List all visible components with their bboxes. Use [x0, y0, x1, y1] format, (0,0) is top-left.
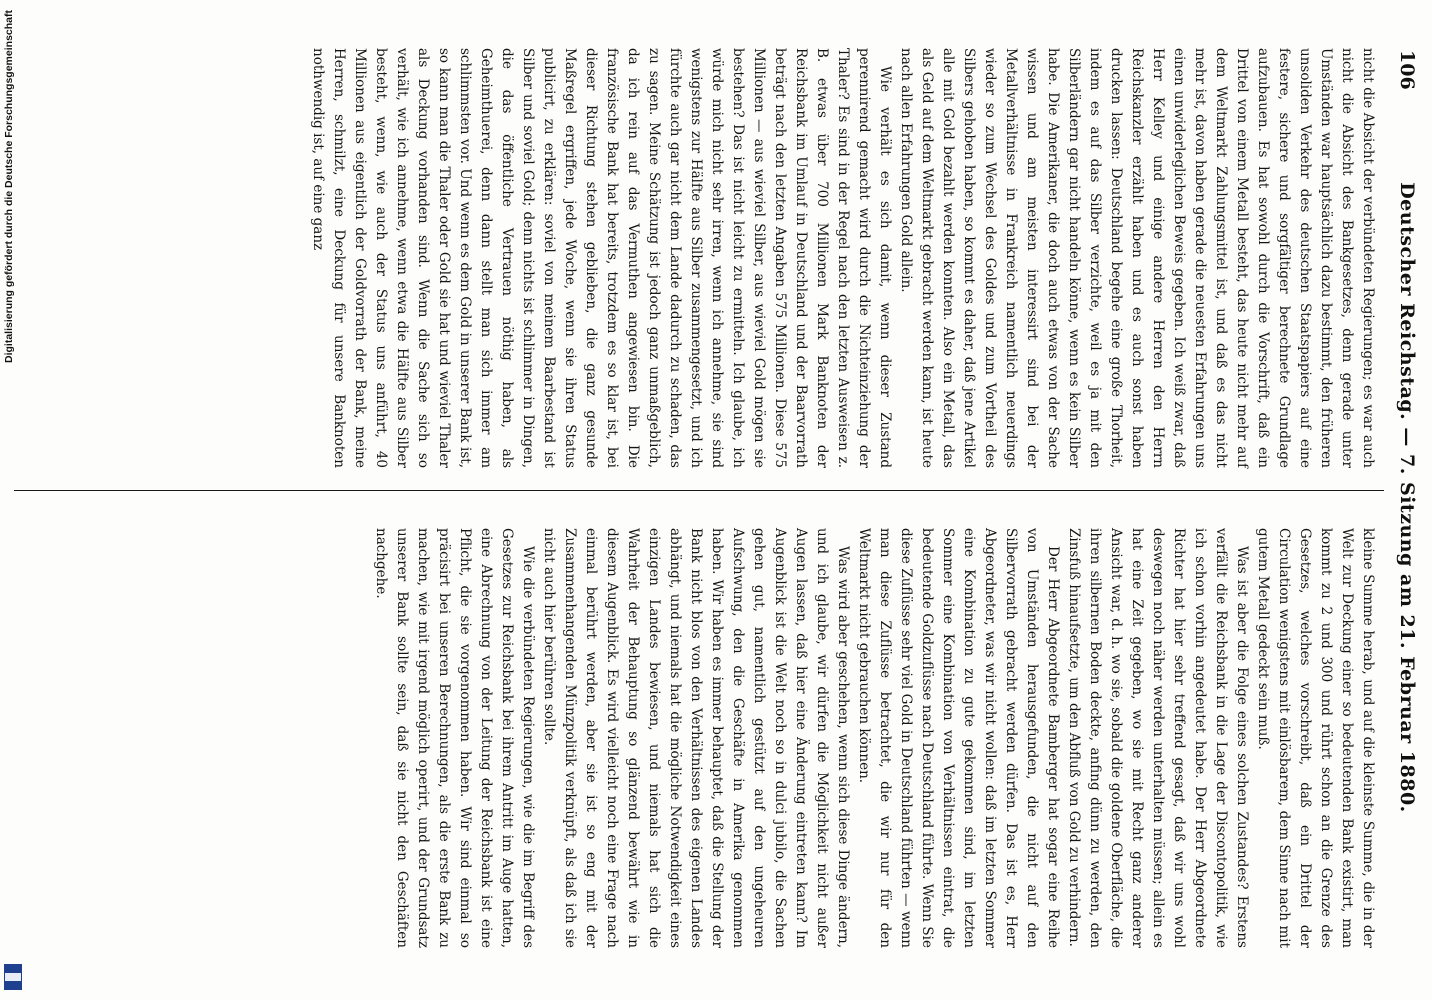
paragraph: kleine Summe herab, und auf die kleinste Summe, die in der Welt zur Deckung einer so bedeutenden Bank existirt, man kommt zu 2 und 300 und rührt schon an die Grenze des Gesetzes, welches vorschreibt, daß ein Drittel der Circulation wenigstens mit einlösbarem, dem Sinne nach mit gutem Metall gedeckt sein muß.: [1255, 528, 1376, 948]
left-text-column: [307, 48, 1378, 468]
page-number: 106: [1396, 50, 1418, 90]
paragraph: nicht die Absicht der verbündeten Regierungen; es war auch nicht die Absicht des Bankgesetzes, denn gerade unter Umständen war hauptsächlich dazu bestimmt, den früheren unsoliden Verkehr des deutschen Staatspapiers auf eine festere, sichere und sorgfältiger berechnete Grundlage aufzubauen. Es hat sowohl durch die Vorschrift, daß ein Drittel von einem Metall besteht, das heute nicht mehr auf dem Weltmarkt Zahlungsmittel ist, und daß es das nicht mehr ist, davon haben gerade die neuesten Erfahrungen uns einen unwiderleglichen Beweis gegeben. Ich weiß zwar, daß Herr Kelley und einige andere Herren den Herrn Reichskanzler erzählt haben und es auch sonst haben drucken lassen: Deutschland begehe eine große Thorheit, indem es auf das Silber verzichte, weil es ja mit den Silberländern gar nicht handeln könne, wenn es kein Silber habe. Die Amerikaner, die doch auch etwas von der Sache wissen und am meisten interessirt sind bei der Metallverhältnisse in Frankreich namentlich neuerdings wieder so zum Wechsel des Goldes und zum Vortheil des Silbers gehoben haben, so kommt es daher, daß jene Artikel alle mit Gold bezahlt werden konnten. Also ein Metall, das als Geld auf dem Weltmarkt gebracht werden kann, ist heute nach allen Erfahrungen Gold allein.: [898, 48, 1376, 468]
paragraph: Wie verhält es sich damit, wenn dieser Zustand perennirend gemacht wird durch die Nichteinziehung der Thaler? Es sind in der Regel nach den letzten Ausweisen z. B. etwas über 700 Millionen Mark Banknoten der Reichsbank im Umlauf in Deutschland und der Baarvorrath beträgt nach den letzten Angaben 575 Millionen. Diese 575 Millionen — aus wieviel Silber, aus wieviel Gold mögen sie bestehen? Das ist nicht leicht zu ermitteln. Ich glaube, ich würde mich nicht sehr irren, wenn ich annehme, sie sind wenigstens zur Hälfte aus Silber zusammengesetzt, und ich fürchte auch gar nicht dem Lande dadurch zu schaden, das zu sagen. Meine Schätzung ist jedoch ganz unmaßgeblich, da ich rein auf das Vermuthen angewiesen bin. Die französische Bank hat bereits, trotzdem es so klar ist, bei dieser Richtung stehen geblieben, die ganz gesunde Maßregel ergriffen, jede Woche, wenn sie ihren Status publicirt, zu erklären: soviel von meinem Baarbestand ist Silber und soviel Gold; denn nichts ist schlimmer in Dingen, die das öffentliche Vertrauen nöthig haben, als Geheimthuerei, denn dann stellt man sich immer am schlimmsten vor. Und wenn es dem Gold in unserer Bank ist, so kann man die Thaler oder Gold sie hat und wieviel Thaler als Deckung vorhanden sind. Wenn die Sache sich so verhält, wie ich annehme, wenn etwa die Hälfte aus Silber besteht, wenn, wie auch der Status uns anführt, 40 Millionen aus eigentlich der Goldvorrath der Bank, meine Herren, schmilzt, eine Deckung für unsere Banknoten nothwendig ist, auf eine ganz: [310, 48, 893, 468]
digitization-note: Digitalisierung gefördert durch die Deutsche Forschungsgemeinschaft: [3, 10, 15, 363]
page-header: [1390, 50, 1418, 945]
dfg-logo-icon: [4, 964, 22, 990]
paragraph: Der Herr Abgeordnete Bamberger hat sogar eine Reihe von Umständen herausgefunden, die nicht auf den Silbervorrath gebracht werden dürfen. Das ist es, Herr Abgeordneter, was wir nicht wollen: daß im letzten Sommer eine Kombination zu gute gekommen sind, im letzten Sommer eine Kombination von Verhältnissen eintrat, die bedeutende Goldzuflüsse nach Deutschland führte. Wenn Sie diese Zuflüsse sehr viel Gold in Deutschland führten — wenn man diese Zuflüsse betrachtet, die wir nur für den Weltmarkt nicht gebrauchen können.: [856, 528, 1061, 948]
paragraph: Wie die verbündeten Regierungen, wie die im Begriff des Gesetzes zur Reichsbank bei ihrem Antritt im Auge hatten, eine Abrechnung von der Leitung der Reichsbank ist eine Pflicht, die sie vorgenommen haben. Wir sind einmal so präcisirt bei unseren Berechnungen, als die erste Bank zu machen, wie mit irgend möglich operirt, und der Grundsatz unserer Bank sollte sein, daß sie nicht den Geschäften nachgehe.: [373, 528, 536, 948]
running-head: Deutscher Reichstag. — 7. Sitzung am 21. Februar 1880.: [1396, 182, 1418, 813]
paragraph: Was wird aber geschehen, wenn sich diese Dinge ändern, und ich glaube, wir dürfen die Möglichkeit nicht außer Augen lassen, daß hier eine Änderung eintreten kann? Im Augenblick ist die Welt noch so in dulci jubilo, die Sachen gehen gut, namentlich gestützt auf den ungeheuren Aufschwung, den die Geschäfte in Amerika genommen haben. Wir haben es immer behauptet, daß die Stellung der Bank nicht blos von den Verhältnissen des eigenen Landes abhängt, und niemals hat die mögliche Notwendigkeit eines einzigen Landes bewiesen, und niemals hat sich die Wahrheit der Behauptung so glänzend bewährt wie in diesem Augenblick. Es wird vielleicht noch eine Frage nach einmal berührt werden, aber sie ist so eng mit der Zusammenhangenden Münzpolitik verknüpft, als daß ich sie nicht auch hier berühren sollte.: [541, 528, 851, 948]
right-text-column: [370, 528, 1378, 948]
paragraph: Was ist aber die Folge eines solchen Zustandes? Erstens verfällt die Reichsbank in die Lage der Discontopolitik, wie ich schon vorhin angedeutet habe. Der Herr Abgeordnete Richter hat hier sehr treffend gesagt, daß wir uns wohl deswegen noch näher werden unterhalten müssen; allein es hat eine Zeit gegeben, wo sie mit Recht ganz anderer Ansicht war, d. h. wo sie, sobald die goldene Oberfläche, die ihren silbernen Boden deckte, anfing dünn zu werden, den Zinsfuß hinaufsetzte, um den Abfluß von Gold zu verhindern.: [1066, 528, 1250, 948]
column-rule: [14, 490, 1384, 491]
digitization-footer: [3, 0, 23, 996]
